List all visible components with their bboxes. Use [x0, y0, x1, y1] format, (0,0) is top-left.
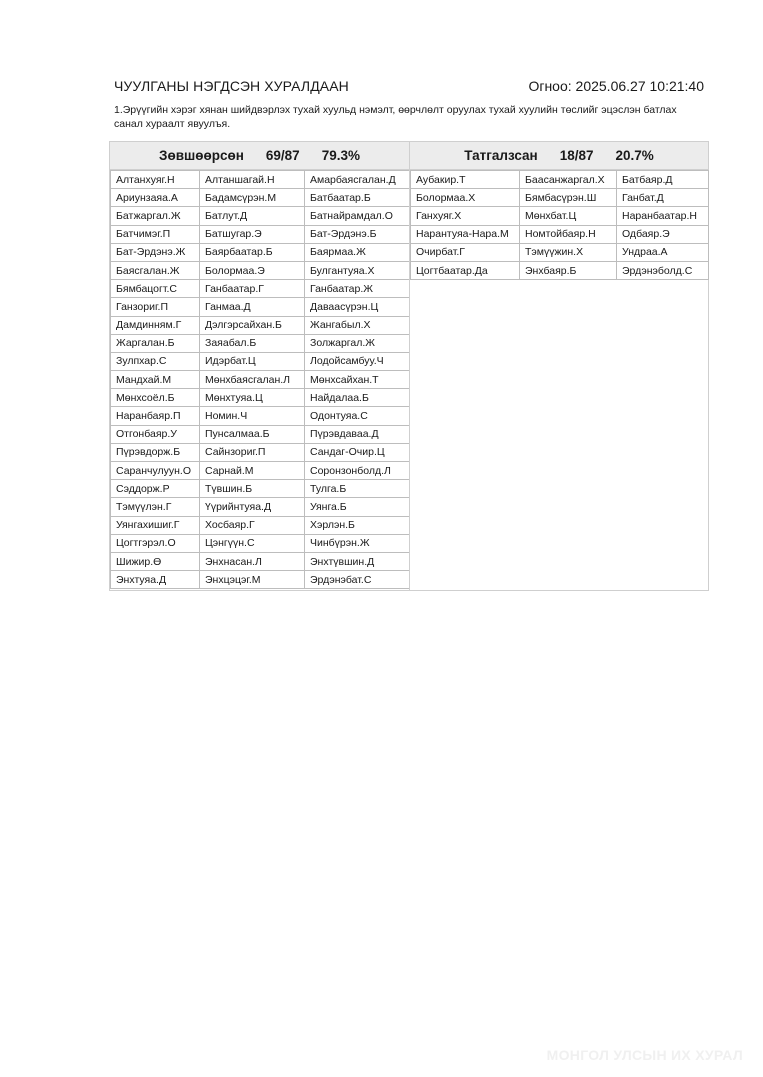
rejected-panel: [409, 141, 709, 591]
rejected-names-table: [410, 170, 709, 280]
member-name-cell: Мөнхсоёл.Б: [111, 389, 200, 407]
member-name-cell: Дамдинням.Г: [111, 316, 200, 334]
member-name-cell: Бадамсүрэн.М: [200, 189, 305, 207]
table-row: [411, 171, 709, 189]
member-name-cell: Жаргалан.Б: [111, 334, 200, 352]
member-name-cell: Одбаяр.Э: [617, 225, 709, 243]
table-row: [111, 498, 410, 516]
member-name-cell: Бямбасүрэн.Ш: [520, 189, 617, 207]
table-row: [111, 462, 410, 480]
table-row: [111, 243, 410, 261]
member-name-cell: Баярмаа.Ж: [305, 243, 410, 261]
member-name-cell: Ариунзаяа.А: [111, 189, 200, 207]
member-name-cell: Жангабыл.Х: [305, 316, 410, 334]
table-row: [111, 552, 410, 570]
member-name-cell: Наранбаатар.Н: [617, 207, 709, 225]
member-name-cell: Тулга.Б: [305, 480, 410, 498]
member-name-cell: Бямбацогт.С: [111, 280, 200, 298]
rejected-percent: 20.7%: [615, 148, 654, 163]
member-name-cell: Дэлгэрсайхан.Б: [200, 316, 305, 334]
member-name-cell: Мөнхсайхан.Т: [305, 371, 410, 389]
member-name-cell: Эрдэнэбат.С: [305, 571, 410, 589]
member-name-cell: Энхтүвшин.Д: [305, 552, 410, 570]
table-row: [411, 243, 709, 261]
member-name-cell: Батлут.Д: [200, 207, 305, 225]
table-row: [111, 371, 410, 389]
member-name-cell: Пүрэвдорж.Б: [111, 443, 200, 461]
rejected-header: [410, 142, 708, 170]
table-row: [111, 298, 410, 316]
member-name-cell: Үүрийнтуяа.Д: [200, 498, 305, 516]
table-row: [111, 480, 410, 498]
member-name-cell: Лодойсамбуу.Ч: [305, 352, 410, 370]
member-name-cell: Сандаг-Очир.Ц: [305, 443, 410, 461]
member-name-cell: Мөнхбат.Ц: [520, 207, 617, 225]
table-row: [111, 207, 410, 225]
table-row: [111, 534, 410, 552]
table-row: [411, 225, 709, 243]
table-row: [411, 189, 709, 207]
approved-label: Зөвшөөрсөн: [159, 148, 244, 163]
member-name-cell: Номтойбаяр.Н: [520, 225, 617, 243]
member-name-cell: Ганхуяг.Х: [411, 207, 520, 225]
member-name-cell: Нарантуяа-Нара.М: [411, 225, 520, 243]
member-name-cell: Сайнзориг.П: [200, 443, 305, 461]
table-row: [111, 425, 410, 443]
table-row: [111, 516, 410, 534]
member-name-cell: Батшугар.Э: [200, 225, 305, 243]
member-name-cell: Очирбат.Г: [411, 243, 520, 261]
table-row: [111, 171, 410, 189]
member-name-cell: Найдалаа.Б: [305, 389, 410, 407]
member-name-cell: Отгонбаяр.У: [111, 425, 200, 443]
member-name-cell: Баасанжаргал.Х: [520, 171, 617, 189]
table-row: [111, 225, 410, 243]
member-name-cell: Болормаа.Э: [200, 261, 305, 279]
member-name-cell: Батбаатар.Б: [305, 189, 410, 207]
member-name-cell: Сэддорж.Р: [111, 480, 200, 498]
member-name-cell: Чинбүрэн.Ж: [305, 534, 410, 552]
member-name-cell: Мөнхбаясгалан.Л: [200, 371, 305, 389]
table-row: [111, 389, 410, 407]
approved-percent: 79.3%: [321, 148, 360, 163]
watermark-text: МОНГОЛ УЛСЫН ИХ ХУРАЛ: [546, 1047, 743, 1063]
table-row: [111, 407, 410, 425]
member-name-cell: Зулпхар.С: [111, 352, 200, 370]
table-row: [111, 261, 410, 279]
member-name-cell: Уянга.Б: [305, 498, 410, 516]
member-name-cell: Идэрбат.Ц: [200, 352, 305, 370]
member-name-cell: Бат-Эрдэнэ.Б: [305, 225, 410, 243]
member-name-cell: Энхбаяр.Б: [520, 261, 617, 279]
table-row: [411, 207, 709, 225]
member-name-cell: Алтаншагай.Н: [200, 171, 305, 189]
member-name-cell: Ганмаа.Д: [200, 298, 305, 316]
member-name-cell: Энхнасан.Л: [200, 552, 305, 570]
member-name-cell: Хэрлэн.Б: [305, 516, 410, 534]
member-name-cell: Энхцэцэг.М: [200, 571, 305, 589]
rejected-count: 18/87: [559, 148, 594, 163]
member-name-cell: Сарнай.М: [200, 462, 305, 480]
table-row: [111, 280, 410, 298]
approved-header: [110, 142, 409, 170]
member-name-cell: Мандхай.М: [111, 371, 200, 389]
member-name-cell: Пүрэвдаваа.Д: [305, 425, 410, 443]
member-name-cell: Цогтгэрэл.О: [111, 534, 200, 552]
table-row: [411, 261, 709, 279]
approved-names-table: [110, 170, 410, 589]
member-name-cell: Пунсалмаа.Б: [200, 425, 305, 443]
member-name-cell: Ундраа.А: [617, 243, 709, 261]
member-name-cell: Золжаргал.Ж: [305, 334, 410, 352]
member-name-cell: Номин.Ч: [200, 407, 305, 425]
member-name-cell: Болормаа.Х: [411, 189, 520, 207]
member-name-cell: Ганзориг.П: [111, 298, 200, 316]
approved-count: 69/87: [265, 148, 300, 163]
member-name-cell: Тэмүүжин.Х: [520, 243, 617, 261]
member-name-cell: Баясгалан.Ж: [111, 261, 200, 279]
member-name-cell: Уянгахишиг.Г: [111, 516, 200, 534]
member-name-cell: Хосбаяр.Г: [200, 516, 305, 534]
member-name-cell: Батнайрамдал.О: [305, 207, 410, 225]
member-name-cell: Бат-Эрдэнэ.Ж: [111, 243, 200, 261]
member-name-cell: Тэмүүлэн.Г: [111, 498, 200, 516]
member-name-cell: Булгантуяа.Х: [305, 261, 410, 279]
session-date: Огноо: 2025.06.27 10:21:40: [528, 78, 704, 94]
member-name-cell: Цэнгүүн.С: [200, 534, 305, 552]
member-name-cell: Саранчулуун.О: [111, 462, 200, 480]
member-name-cell: Мөнхтуяа.Ц: [200, 389, 305, 407]
member-name-cell: Батжаргал.Ж: [111, 207, 200, 225]
page-title: ЧУУЛГАНЫ НЭГДСЭН ХУРАЛДААН: [114, 78, 349, 94]
member-name-cell: Наранбаяр.П: [111, 407, 200, 425]
vote-description: 1.Эрүүгийн хэрэг хянан шийдвэрлэх тухай хуульд нэмэлт, өөрчлөлт оруулах тухай хуулийн төслийг эцэслэн батлах санал хураалт явуулъя.: [114, 104, 677, 130]
table-row: [111, 334, 410, 352]
member-name-cell: Шижир.Ө: [111, 552, 200, 570]
member-name-cell: Амарбаясгалан.Д: [305, 171, 410, 189]
rejected-label: Татгалзсан: [464, 148, 538, 163]
table-row: [111, 352, 410, 370]
table-row: [111, 443, 410, 461]
approved-panel: [109, 141, 410, 591]
member-name-cell: Даваасүрэн.Ц: [305, 298, 410, 316]
member-name-cell: Эрдэнэболд.С: [617, 261, 709, 279]
member-name-cell: Батбаяр.Д: [617, 171, 709, 189]
member-name-cell: Соронзонболд.Л: [305, 462, 410, 480]
member-name-cell: Заяабал.Б: [200, 334, 305, 352]
member-name-cell: Баярбаатар.Б: [200, 243, 305, 261]
member-name-cell: Ганбаатар.Г: [200, 280, 305, 298]
member-name-cell: Цогтбаатар.Да: [411, 261, 520, 279]
table-row: [111, 189, 410, 207]
member-name-cell: Аубакир.Т: [411, 171, 520, 189]
member-name-cell: Одонтуяа.С: [305, 407, 410, 425]
member-name-cell: Түвшин.Б: [200, 480, 305, 498]
table-row: [111, 316, 410, 334]
member-name-cell: Энхтуяа.Д: [111, 571, 200, 589]
member-name-cell: Ганбаатар.Ж: [305, 280, 410, 298]
member-name-cell: Алтанхуяг.Н: [111, 171, 200, 189]
table-row: [111, 571, 410, 589]
member-name-cell: Батчимэг.П: [111, 225, 200, 243]
member-name-cell: Ганбат.Д: [617, 189, 709, 207]
